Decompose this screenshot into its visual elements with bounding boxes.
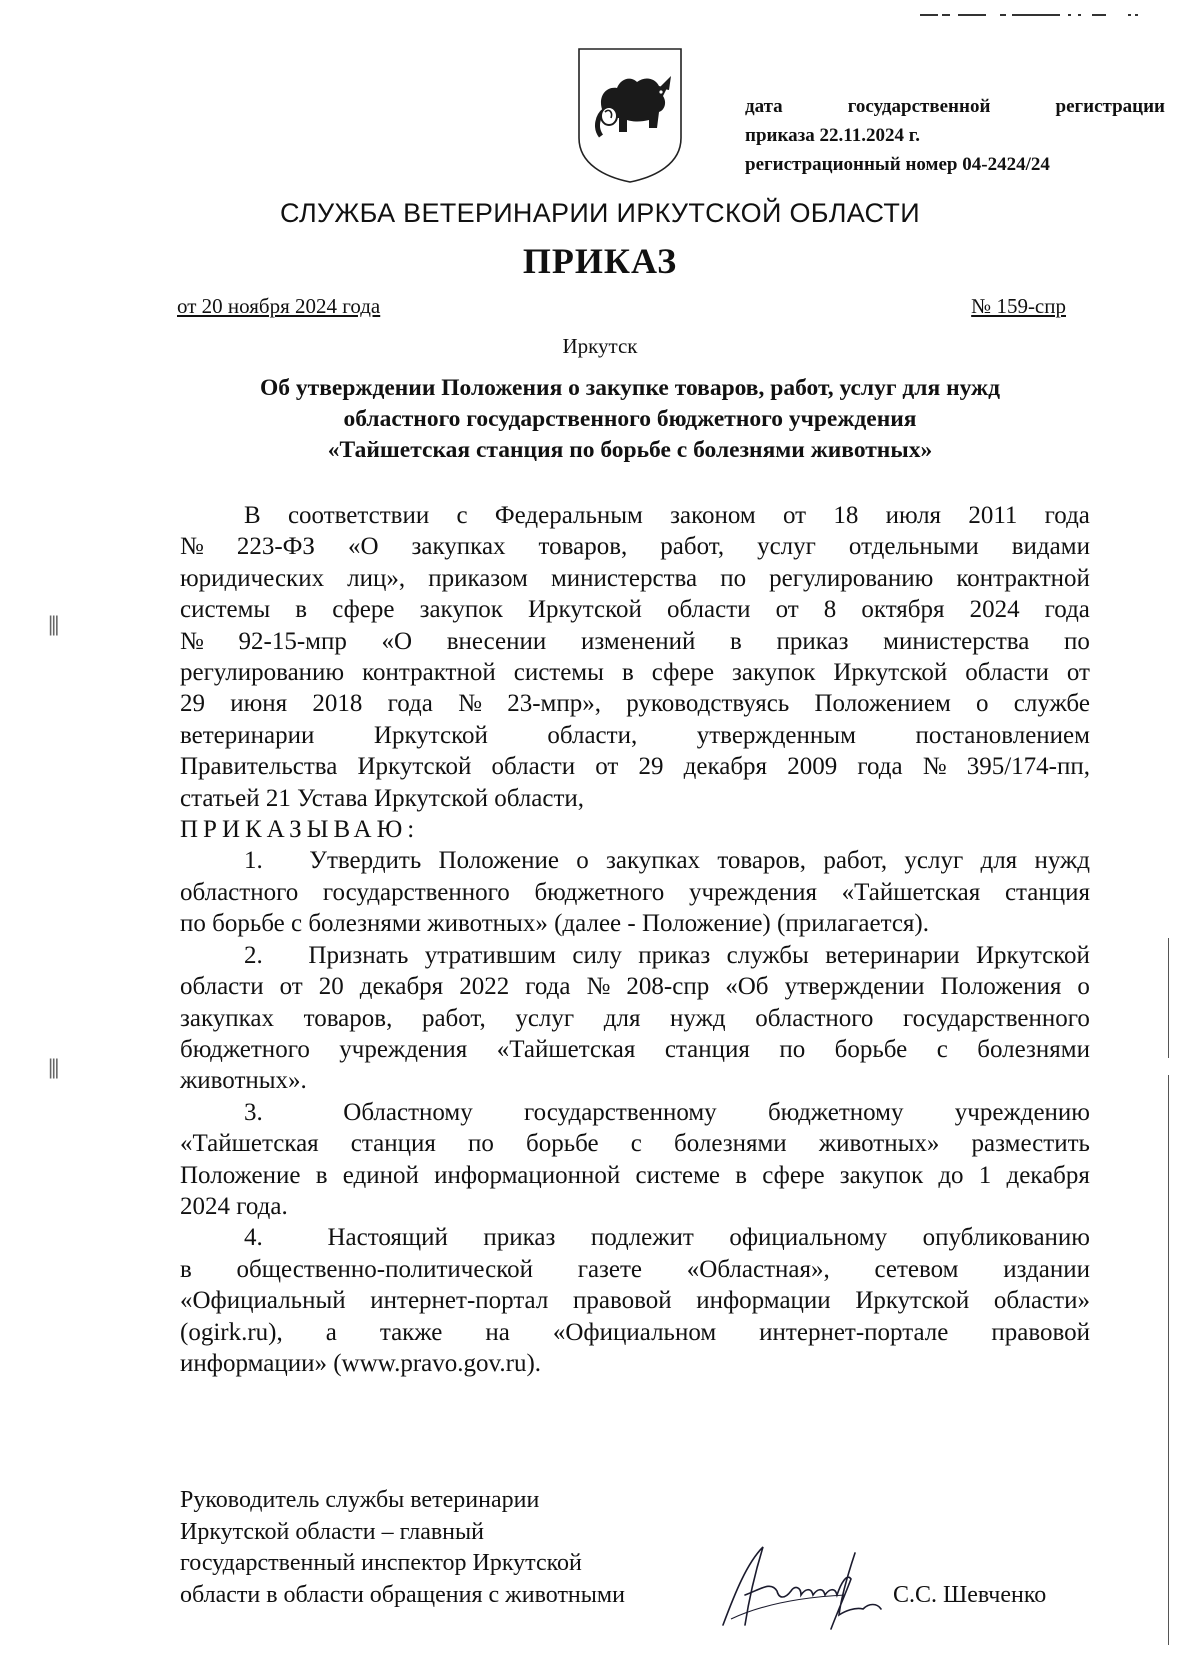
text-line: ветеринарии Иркутской области, утвержденным постановлением bbox=[180, 721, 1090, 749]
item-number: 2. bbox=[244, 941, 263, 969]
text-line: 2. Признать утратившим силу приказ службы ветеринарии Иркутской bbox=[180, 940, 1090, 971]
agency-name: СЛУЖБА ВЕТЕРИНАРИИ ИРКУТСКОЙ ОБЛАСТИ bbox=[280, 198, 920, 228]
text-line: Положение в единой информационной системе в сфере закупок до 1 декабря bbox=[180, 1161, 1090, 1189]
text-line: 2024 года. bbox=[180, 1192, 288, 1220]
text-line: 3. Областному государственному бюджетному учреждению bbox=[180, 1097, 1090, 1128]
document-type-title: ПРИКАЗ bbox=[522, 241, 678, 281]
order-item-4 bbox=[180, 1222, 1090, 1379]
document-city: Иркутск bbox=[562, 334, 638, 358]
preamble-last-line: статьей 21 Устава Иркутской области, bbox=[180, 784, 585, 812]
document-number: № 159-спр bbox=[971, 294, 1066, 318]
text-line: по борьбе с болезнями животных» (далее - Положение) (прилагается). bbox=[180, 910, 930, 938]
text-line: 1. Утвердить Положение о закупках товаров, работ, услуг для нужд bbox=[180, 845, 1090, 876]
signer-name: С.С. Шевченко bbox=[893, 1581, 1047, 1608]
registration-stamp bbox=[745, 92, 1165, 179]
text-line: (ogirk.ru), а также на «Официальном интернет-портале правовой bbox=[180, 1318, 1090, 1346]
text-line: системы в сфере закупок Иркутской области от 8 октября 2024 года bbox=[180, 596, 1090, 624]
text-line: № 92-15-мпр «О внесении изменений в приказ министерства по bbox=[180, 627, 1090, 655]
document-subject-title: Об утверждении Положения о закупке товаров, работ, услуг для нужд областного государственного бюджетного учреждения «Тайшетская станция по борьбе с болезнями животных» bbox=[260, 375, 1000, 463]
text-line: бюджетного учреждения «Тайшетская станция по борьбе с болезнями bbox=[180, 1035, 1090, 1063]
punch-hole-mark-icon: ⦀ bbox=[48, 612, 60, 642]
text-line: «Тайшетская станция по борьбе с болезнями животных» разместить bbox=[180, 1130, 1090, 1158]
text-line: областного государственного бюджетного учреждения «Тайшетская станция bbox=[180, 878, 1090, 906]
document-body bbox=[180, 500, 1090, 1379]
document-date: от 20 ноября 2024 года bbox=[177, 294, 381, 318]
signature-block bbox=[180, 1485, 1080, 1611]
text-line: области от 20 декабря 2022 года № 208-спр «Об утверждении Положения о bbox=[180, 973, 1090, 1001]
order-item-1 bbox=[180, 845, 1090, 939]
text-line: 4. Настоящий приказ подлежит официальному опубликованию bbox=[180, 1222, 1090, 1253]
text-line: в общественно-политической газете «Областная», сетевом издании bbox=[180, 1255, 1090, 1283]
registration-number: регистрационный номер 04-2424/24 bbox=[745, 154, 1050, 175]
text-line: регулированию контрактной системы в сфере закупок Иркутской области от bbox=[180, 659, 1090, 687]
scan-artifact-marks bbox=[920, 10, 1170, 20]
registration-date-label: дата государственной регистрации bbox=[745, 96, 1165, 117]
text-line: Правительства Иркутской области от 29 декабря 2009 года № 395/174-пп, bbox=[180, 753, 1090, 781]
text-line: В соответствии с Федеральным законом от 18 июля 2011 года bbox=[244, 502, 1090, 529]
item-number: 4. bbox=[244, 1224, 263, 1252]
preamble-paragraph bbox=[180, 500, 1090, 783]
signer-title: Руководитель службы ветеринарии Иркутской области – главный государственный инспектор Иркутской области в области обращения с животными bbox=[180, 1487, 625, 1608]
text-line: информации» (www.pravo.gov.ru). bbox=[180, 1349, 542, 1377]
text-line: № 223-ФЗ «О закупках товаров, работ, услуг отдельными видами bbox=[180, 533, 1090, 561]
handwritten-signature-icon bbox=[705, 1533, 905, 1633]
item-number: 3. bbox=[244, 1098, 263, 1126]
order-item-2 bbox=[180, 940, 1090, 1097]
text-line: 29 июня 2018 года № 23-мпр», руководствуясь Положением о службе bbox=[180, 690, 1090, 718]
scan-margin-line bbox=[1168, 938, 1169, 1058]
punch-hole-mark-icon: ⦀ bbox=[48, 1055, 60, 1085]
item-number: 1. bbox=[244, 847, 263, 875]
order-word: ПРИКАЗЫВАЮ: bbox=[180, 816, 420, 844]
text-line: юридических лиц», приказом министерства по регулированию контрактной bbox=[180, 564, 1090, 592]
order-item-3 bbox=[180, 1097, 1090, 1223]
registration-date: приказа 22.11.2024 г. bbox=[745, 125, 920, 146]
scan-margin-line bbox=[1168, 1075, 1169, 1645]
text-line: «Официальный интернет-портал правовой информации Иркутской области» bbox=[180, 1287, 1090, 1315]
text-line: закупках товаров, работ, услуг для нужд областного государственного bbox=[180, 1004, 1090, 1032]
irkutsk-coat-of-arms-icon bbox=[575, 46, 685, 184]
text-line: животных». bbox=[180, 1067, 307, 1095]
